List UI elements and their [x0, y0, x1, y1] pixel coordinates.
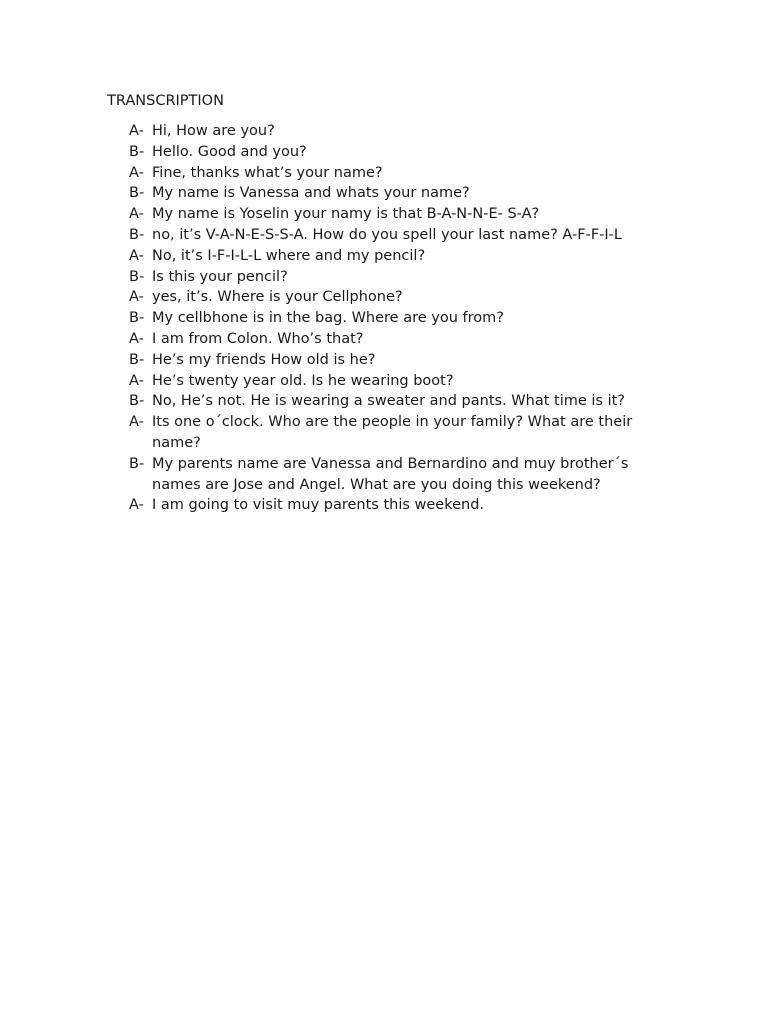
dialogue-text: Hi, How are you?	[152, 123, 275, 139]
speaker-label: A-	[129, 247, 144, 264]
dialogue-text: Hello. Good and you?	[152, 143, 307, 160]
dialogue-line	[129, 350, 669, 371]
dialogue-text: No, He’s not. He is wearing a sweater and pants. What time is it?	[152, 393, 625, 410]
dialogue-text: I am going to visit muy parents this weekend.	[152, 497, 485, 514]
dialogue-text: He’s twenty year old. Is he wearing boot?	[152, 372, 454, 389]
dialogue-text: Its one o´clock. Who are the people in your family? What are their name?	[152, 414, 633, 451]
dialogue-list	[129, 121, 669, 516]
speaker-label: A-	[129, 414, 144, 431]
speaker-label: A-	[129, 330, 144, 347]
dialogue-line	[129, 454, 669, 496]
dialogue-line	[129, 329, 669, 350]
dialogue-line	[129, 495, 669, 516]
dialogue-line	[129, 267, 669, 288]
dialogue-line	[129, 121, 669, 142]
dialogue-text: My name is Yoselin your namy is that B-A-N-N-E- S-A?	[152, 206, 540, 223]
speaker-label: B-	[129, 393, 145, 410]
dialogue-text: No, it’s I-F-I-L-L where and my pencil?	[152, 247, 426, 264]
speaker-label: A-	[129, 164, 144, 181]
dialogue-line	[129, 391, 669, 412]
dialogue-line	[129, 183, 669, 204]
dialogue-text: yes, it’s. Where is your Cellphone?	[152, 289, 403, 306]
dialogue-text: Fine, thanks what’s your name?	[152, 164, 383, 181]
dialogue-text: My parents name are Vanessa and Bernardino and muy brother´s names are Jose and Angel. What are you doing this weekend?	[152, 455, 629, 493]
speaker-label: A-	[129, 372, 144, 389]
speaker-label: B-	[129, 226, 145, 243]
speaker-label: B-	[129, 268, 145, 285]
speaker-label: A-	[129, 497, 144, 514]
document-title: TRANSCRIPTION	[107, 93, 224, 109]
dialogue-line	[129, 308, 669, 329]
speaker-label: A-	[129, 123, 144, 139]
speaker-label: B-	[129, 455, 145, 472]
speaker-label: A-	[129, 289, 144, 306]
dialogue-line	[129, 412, 669, 454]
dialogue-text: My cellbhone is in the bag. Where are you from?	[152, 310, 504, 327]
speaker-label: B-	[129, 351, 145, 368]
speaker-label: B-	[129, 310, 145, 327]
dialogue-text: Is this your pencil?	[152, 268, 288, 285]
dialogue-text: no, it’s V-A-N-E-S-S-A. How do you spell your last name? A-F-F-I-L	[152, 226, 622, 243]
dialogue-text: He’s my friends How old is he?	[152, 351, 376, 368]
dialogue-line	[129, 142, 669, 163]
dialogue-line	[129, 246, 669, 267]
dialogue-line	[129, 163, 669, 184]
speaker-label: B-	[129, 185, 145, 202]
dialogue-text: My name is Vanessa and whats your name?	[152, 185, 470, 202]
speaker-label: A-	[129, 206, 144, 223]
dialogue-line	[129, 371, 669, 392]
speaker-label: B-	[129, 143, 145, 160]
dialogue-line	[129, 225, 669, 246]
dialogue-line	[129, 204, 669, 225]
dialogue-line	[129, 287, 669, 308]
dialogue-text: I am from Colon. Who’s that?	[152, 330, 364, 347]
